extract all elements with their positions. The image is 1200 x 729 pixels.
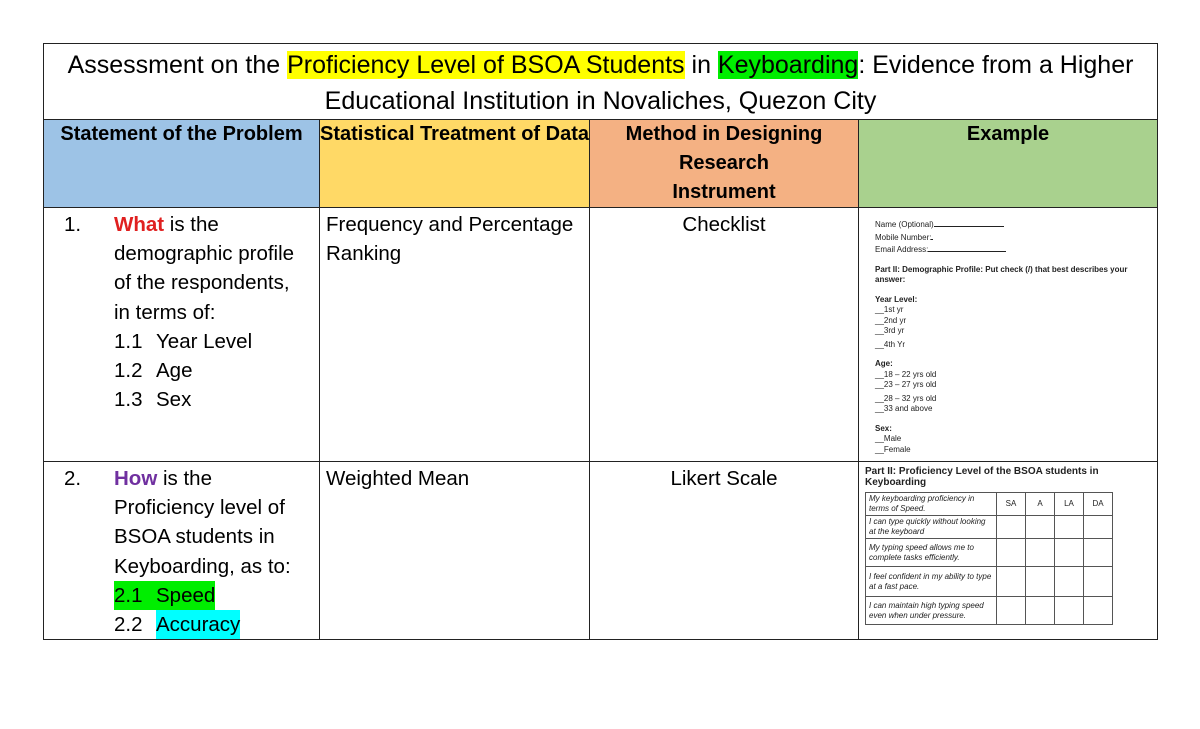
likert-table: My keyboarding proficiency in terms of Speed. SA A LA DA I can type quickly without looking at the keyboard My typing speed allows me to complete tasks efficiently. I feel confident in my ability to type at a fast pace. I can maintain high typing speed even when under pressure. [865, 492, 1113, 625]
method-cell-2: Likert Scale [590, 462, 859, 640]
subitem-accuracy: 2.2 Accuracy [64, 610, 313, 639]
stat-cell-1: Frequency and Percentage Ranking [320, 208, 590, 462]
document-title: Assessment on the Proficiency Level of BSOA Students in Keyboarding: Evidence from a Higher Educational Institution in Novaliches, Quezon City [44, 44, 1158, 120]
subitem-year-level: 1.1 Year Level [114, 329, 253, 353]
likert-scale-example: Part II: Proficiency Level of the BSOA students in Keyboarding My keyboarding proficiency in terms of Speed. SA A LA DA I can type quickly without looking at the keyboard My typing speed allows me to complete tasks efficiently. I feel confident in my ability to type at a fast pace. I can maintain high typing speed even when under pressure. [865, 466, 1155, 625]
example-cell-1 [859, 208, 1158, 462]
header-statistical-treatment: Statistical Treatment of Data [320, 120, 590, 208]
keyword-what: What [114, 213, 165, 236]
problem-cell-2: 2. How is the Proficiency level of BSOA students in Keyboarding, as to: 2.1 Speed 2.2 Accuracy [44, 462, 320, 640]
problem-cell-1: 1. What is the demographic profile of the respondents, in terms of: 1.1 Year Level 1.2 Age 1.3 Sex [44, 208, 320, 462]
subitem-sex: 1.3 Sex [114, 388, 192, 412]
stat-cell-2: Weighted Mean [320, 462, 590, 640]
title-highlight-keyboarding: Keyboarding [717, 51, 859, 79]
method-cell-1: Checklist [590, 208, 859, 462]
subitem-age: 1.2 Age [114, 359, 193, 383]
header-example: Example [859, 120, 1158, 208]
keyword-how: How [114, 467, 158, 490]
subitem-speed: 2.1 Speed [64, 581, 313, 610]
example-cell-2 [859, 462, 1158, 640]
demographic-checklist-example: Name (Optional) Mobile Number: Email Address: Part II: Demographic Profile: Put check (/) that best describes your answer: Year Level: __1st yr __2nd yr __3rd yr __4th Yr Age: __18 – 22 yrs old __23 – 27 yrs old __28 – 32 yrs old __33 and above Sex: __Male __Female [875, 220, 1128, 454]
title-highlight-proficiency: Proficiency Level of BSOA Students [287, 51, 685, 79]
header-method: Method in Designing Research Instrument [590, 120, 859, 208]
research-matrix-table [43, 43, 1158, 640]
header-statement-of-problem: Statement of the Problem [44, 120, 320, 208]
